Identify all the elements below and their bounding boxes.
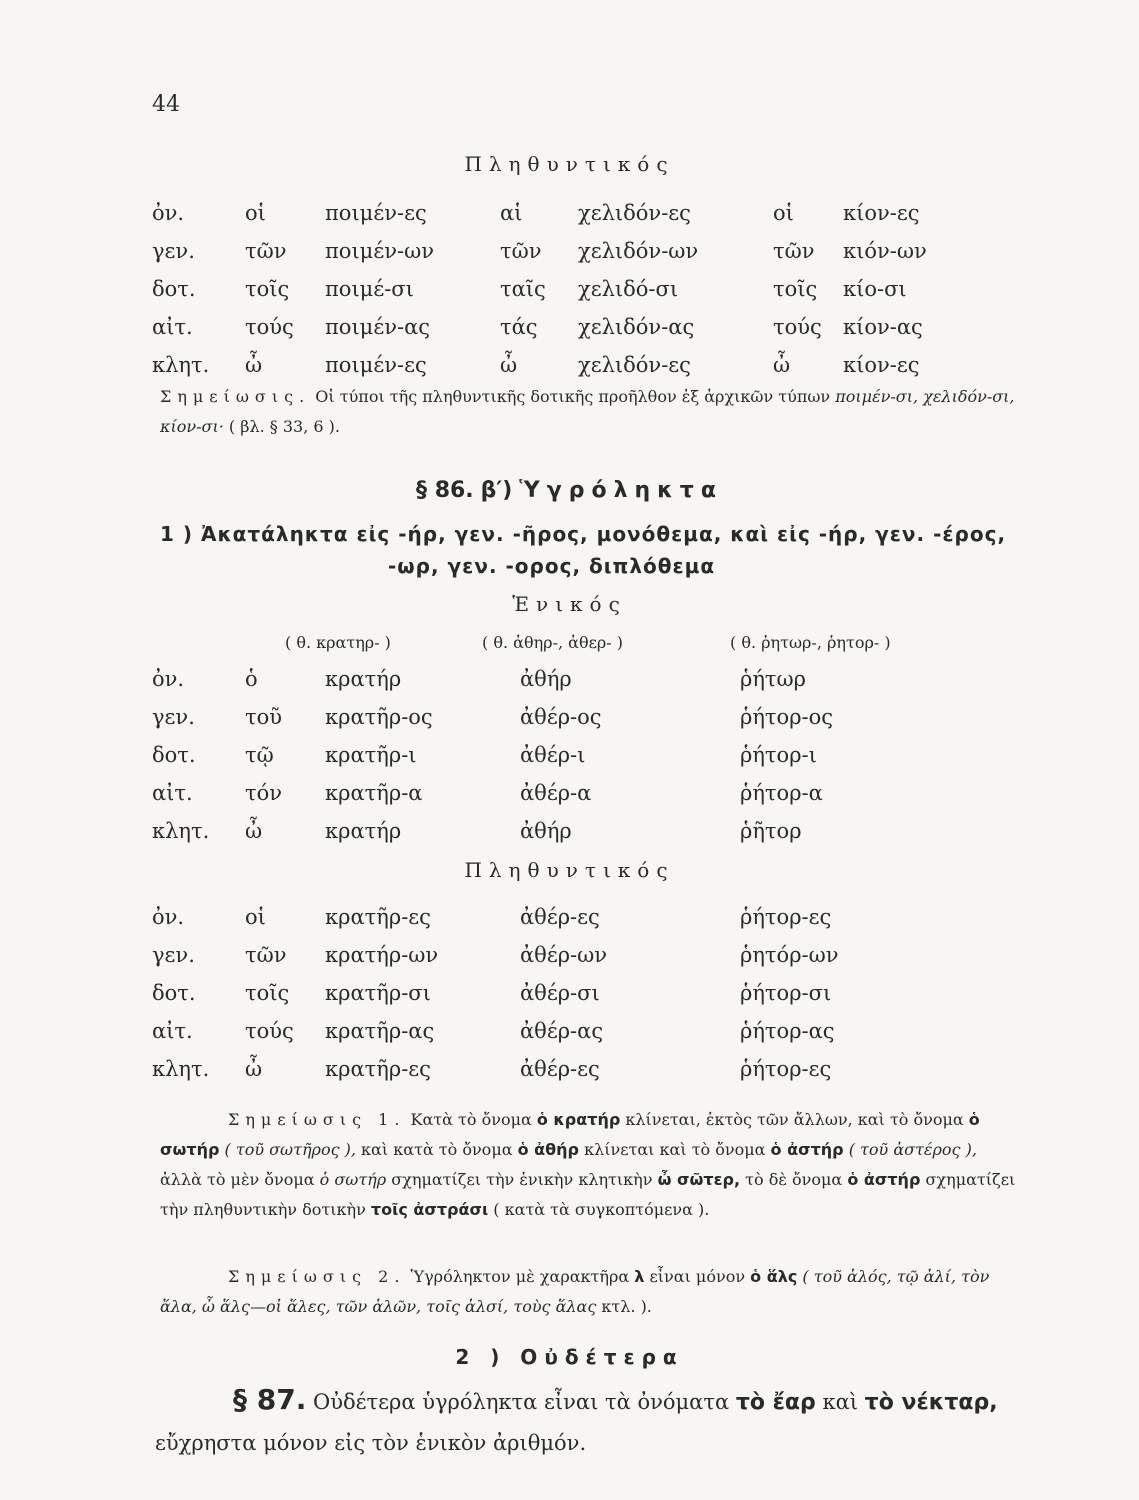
table-cell: κίον-ες [843,353,920,377]
paragraph-text: εὔχρηστα μόνον εἰς τὸν ἑνικὸν ἀριθμόν. [155,1431,587,1455]
table-cell: τῷ [245,743,274,767]
table-cell: ὦ [245,353,263,377]
table-cell: κίον-ας [843,315,923,339]
stem-label-rhetor: ( θ. ῥητωρ-, ῥητορ- ) [730,633,891,652]
italic-form: ( τοῦ σωτῆρος ), [219,1140,356,1159]
bold-term: τοῖς ἀστράσι [370,1200,489,1219]
table-cell: κρατῆρ-ες [325,905,431,929]
case-label: κλητ. [152,819,210,843]
declension-table-plural-1 [152,194,993,384]
note-text: τὸ δὲ ὄνομα [740,1170,848,1189]
section-number: § 86. [416,478,474,503]
table-row [152,194,993,232]
table-cell: κρατῆρ-σι [325,981,431,1005]
page-number: 44 [152,92,180,117]
table-cell: χελιδόν-ες [578,353,691,377]
note-label: Σημείωσις. [160,387,311,406]
note-text: κλίνεται, ἐκτὸς τῶν ἄλλων, καὶ τὸ ὄνομα [620,1110,969,1129]
table-cell: τοῖς [245,981,290,1005]
table-cell: ἀθήρ [520,819,572,843]
plural-heading: Πληθυντικός [464,152,675,176]
table-cell: ῥήτορ-ες [740,905,832,929]
table-cell: τοῖς [773,277,818,301]
case-label: ὀν. [152,667,185,691]
table-cell: ἀθέρ-ος [520,705,602,729]
note-text: Ὑγρόληκτον μὲ χαρακτῆρα [405,1267,635,1286]
table-cell: κρατῆρ-ας [325,1019,435,1043]
table-cell: ἀθέρ-ι [520,743,586,767]
bold-term: τὸ ἔαρ [735,1390,816,1415]
table-cell: κρατήρ-ων [325,943,439,967]
bold-term: ὁ κρατήρ [536,1110,621,1129]
table-row [152,698,940,736]
table-cell: κρατῆρ-α [325,781,423,805]
table-row [152,270,993,308]
table-row [152,736,940,774]
table-cell: κρατῆρ-ος [325,705,433,729]
table-row [152,1012,940,1050]
table-cell: ἀθέρ-ες [520,1057,600,1081]
table-cell: ὁ [245,667,258,691]
bold-term: ὦ σῶτερ, [657,1170,741,1189]
table-cell: ῥῆτορ [740,819,802,843]
case-label: δοτ. [152,981,196,1005]
table-row [152,346,993,384]
table-cell: τῶν [773,239,815,263]
table-cell: ἀθέρ-σι [520,981,600,1005]
note-2 [160,1262,1020,1322]
table-cell: τούς [245,315,294,339]
table-cell: ποιμέν-ων [325,239,434,263]
bold-term: ὁ ἅλς [750,1267,798,1286]
table-cell: κίο-σι [843,277,907,301]
table-cell: κρατήρ [325,667,402,691]
note-text: ἀλλὰ τὸ μὲν ὄνομα [160,1170,320,1189]
case-label: δοτ. [152,743,196,767]
table-cell: ὦ [245,1057,263,1081]
table-cell: ὦ [245,819,263,843]
subsection-2-heading: 2 ) Οὐδέτερα [455,1345,684,1369]
table-cell: ῥήτορ-α [740,781,823,805]
table-cell: ποιμέ-σι [325,277,414,301]
section-86-heading [0,478,1139,503]
subsection-line-1: 1 ) Ἀκατάληκτα εἰς -ήρ, γεν. -ῆρος, μονόθεμα, καὶ εἰς -ήρ, γεν. -έρος, [160,522,1007,546]
case-label: κλητ. [152,353,210,377]
table-cell: τοῦ [245,705,283,729]
case-label: αἰτ. [152,781,193,805]
table-row [152,1050,940,1088]
table-row [152,660,940,698]
bold-term: τὸ νέκταρ, [864,1390,998,1415]
case-label: γεν. [152,943,195,967]
note-text: καὶ κατὰ τὸ ὄνομα [355,1140,518,1159]
paragraph-text: Οὐδέτερα ὑγρόληκτα εἶναι τὰ ὀνόματα [306,1390,736,1414]
italic-form: ὁ σωτήρ [319,1170,387,1189]
table-cell: ὦ [500,353,518,377]
case-label: γεν. [152,705,195,729]
case-label: κλητ. [152,1057,210,1081]
note-text: σχηματίζει τὴν ἑνικὴν κλητικὴν [386,1170,658,1189]
table-cell: χελιδό-σι [578,277,679,301]
section-87-paragraph [155,1380,1015,1463]
table-cell: χελιδόν-ας [578,315,695,339]
table-cell: ποιμέν-ες [325,201,427,225]
table-row [152,936,940,974]
table-cell: ἀθήρ [520,667,572,691]
section-87-number: § 87. [233,1383,307,1416]
case-label: ὀν. [152,201,185,225]
section-letter: β′) [480,478,513,503]
table-row [152,232,993,270]
note-ref: ( βλ. § 33, 6 ). [223,417,340,436]
case-label: ὀν. [152,905,185,929]
table-cell: αἱ [500,201,523,225]
table-cell: ποιμέν-ας [325,315,431,339]
note-dative-origin [160,382,1020,442]
table-cell: ῥήτορ-ος [740,705,834,729]
note-forms: ποιμέν-σι, χελιδόν-σι, κίον-σι· [160,387,1015,436]
table-cell: ὦ [773,353,791,377]
section-title: Ὑγρόληκτα [519,478,723,503]
table-row [152,898,940,936]
stem-label-ather: ( θ. ἀθηρ-, ἀθερ- ) [482,633,624,652]
table-cell: ἀθέρ-ων [520,943,608,967]
table-cell: τούς [245,1019,294,1043]
table-cell: τόν [245,781,283,805]
bold-term: ὁ ἀστήρ [770,1140,844,1159]
table-cell: τούς [773,315,822,339]
bold-term: ὁ ἀστήρ [847,1170,921,1189]
table-cell: οἱ [245,201,266,225]
declension-table-plural-2 [152,898,940,1088]
table-cell: τῶν [500,239,542,263]
table-cell: κρατήρ [325,819,402,843]
table-cell: ῥητόρ-ων [740,943,839,967]
table-cell: χελιδόν-ων [578,239,699,263]
table-row [152,812,940,850]
table-cell: ῥήτορ-ας [740,1019,835,1043]
table-cell: ῥήτωρ [740,667,807,691]
table-row [152,974,940,1012]
note-text: κλίνεται καὶ τὸ ὄνομα [579,1140,771,1159]
case-label: αἰτ. [152,315,193,339]
note-text: Κατὰ τὸ ὄνομα [405,1110,537,1129]
table-cell: ἀθέρ-α [520,781,592,805]
table-cell: ῥήτορ-σι [740,981,832,1005]
bold-term: ὁ σωτήρ [160,1110,980,1159]
declension-table-singular [152,660,940,850]
table-row [152,308,993,346]
note-label: Σημείωσις 2. [228,1267,406,1286]
table-cell: τάς [500,315,538,339]
italic-form: ( τοῦ ἀστέρος ), [843,1140,977,1159]
table-cell: οἱ [245,905,266,929]
note-1 [160,1105,1020,1225]
bold-term: ὁ ἀθήρ [517,1140,579,1159]
table-row [152,774,940,812]
italic-form: ( τοῦ ἁλός, τῷ ἁλί, τὸν ἅλα, ὦ ἅλς—οἱ ἅλες, τῶν ἁλῶν, τοῖς ἁλσί, τοὺς ἅλας [160,1267,990,1316]
paragraph-text: καὶ [815,1390,865,1414]
case-label: γεν. [152,239,195,263]
table-cell: κρατῆρ-ες [325,1057,431,1081]
table-cell: ἀθέρ-ας [520,1019,604,1043]
note-label: Σημείωσις 1. [228,1110,406,1129]
subsection-1-heading [160,518,1030,582]
table-cell: κίον-ες [843,201,920,225]
table-cell: ταῖς [500,277,546,301]
table-cell: κρατῆρ-ι [325,743,417,767]
table-cell: τῶν [245,943,287,967]
table-cell: ῥήτορ-ι [740,743,817,767]
singular-heading: Ἑνικός [512,592,627,616]
bold-term: λ [634,1267,645,1286]
note-text: κτλ. ). [596,1297,652,1316]
plural-heading-2: Πληθυντικός [464,858,675,882]
note-text: σχηματίζει τὴν πληθυντικὴν δοτικὴν [160,1170,1016,1219]
table-cell: οἱ [773,201,794,225]
table-cell: τοῖς [245,277,290,301]
subsection-line-2: -ωρ, γεν. -ορος, διπλόθεμα [388,554,716,578]
table-cell: κιόν-ων [843,239,927,263]
table-cell: χελιδόν-ες [578,201,691,225]
stem-label-krater: ( θ. κρατηρ- ) [285,633,391,652]
note-text: εἶναι μόνον [644,1267,751,1286]
table-cell: ἀθέρ-ες [520,905,600,929]
case-label: δοτ. [152,277,196,301]
table-cell: ποιμέν-ες [325,353,427,377]
table-cell: ῥήτορ-ες [740,1057,832,1081]
note-text: Οἱ τύποι τῆς πληθυντικῆς δοτικῆς προῆλθον ἐξ ἀρχικῶν τύπων [310,387,836,406]
table-cell: τῶν [245,239,287,263]
note-text: ( κατὰ τὰ συγκοπτόμενα ). [488,1200,710,1219]
case-label: αἰτ. [152,1019,193,1043]
